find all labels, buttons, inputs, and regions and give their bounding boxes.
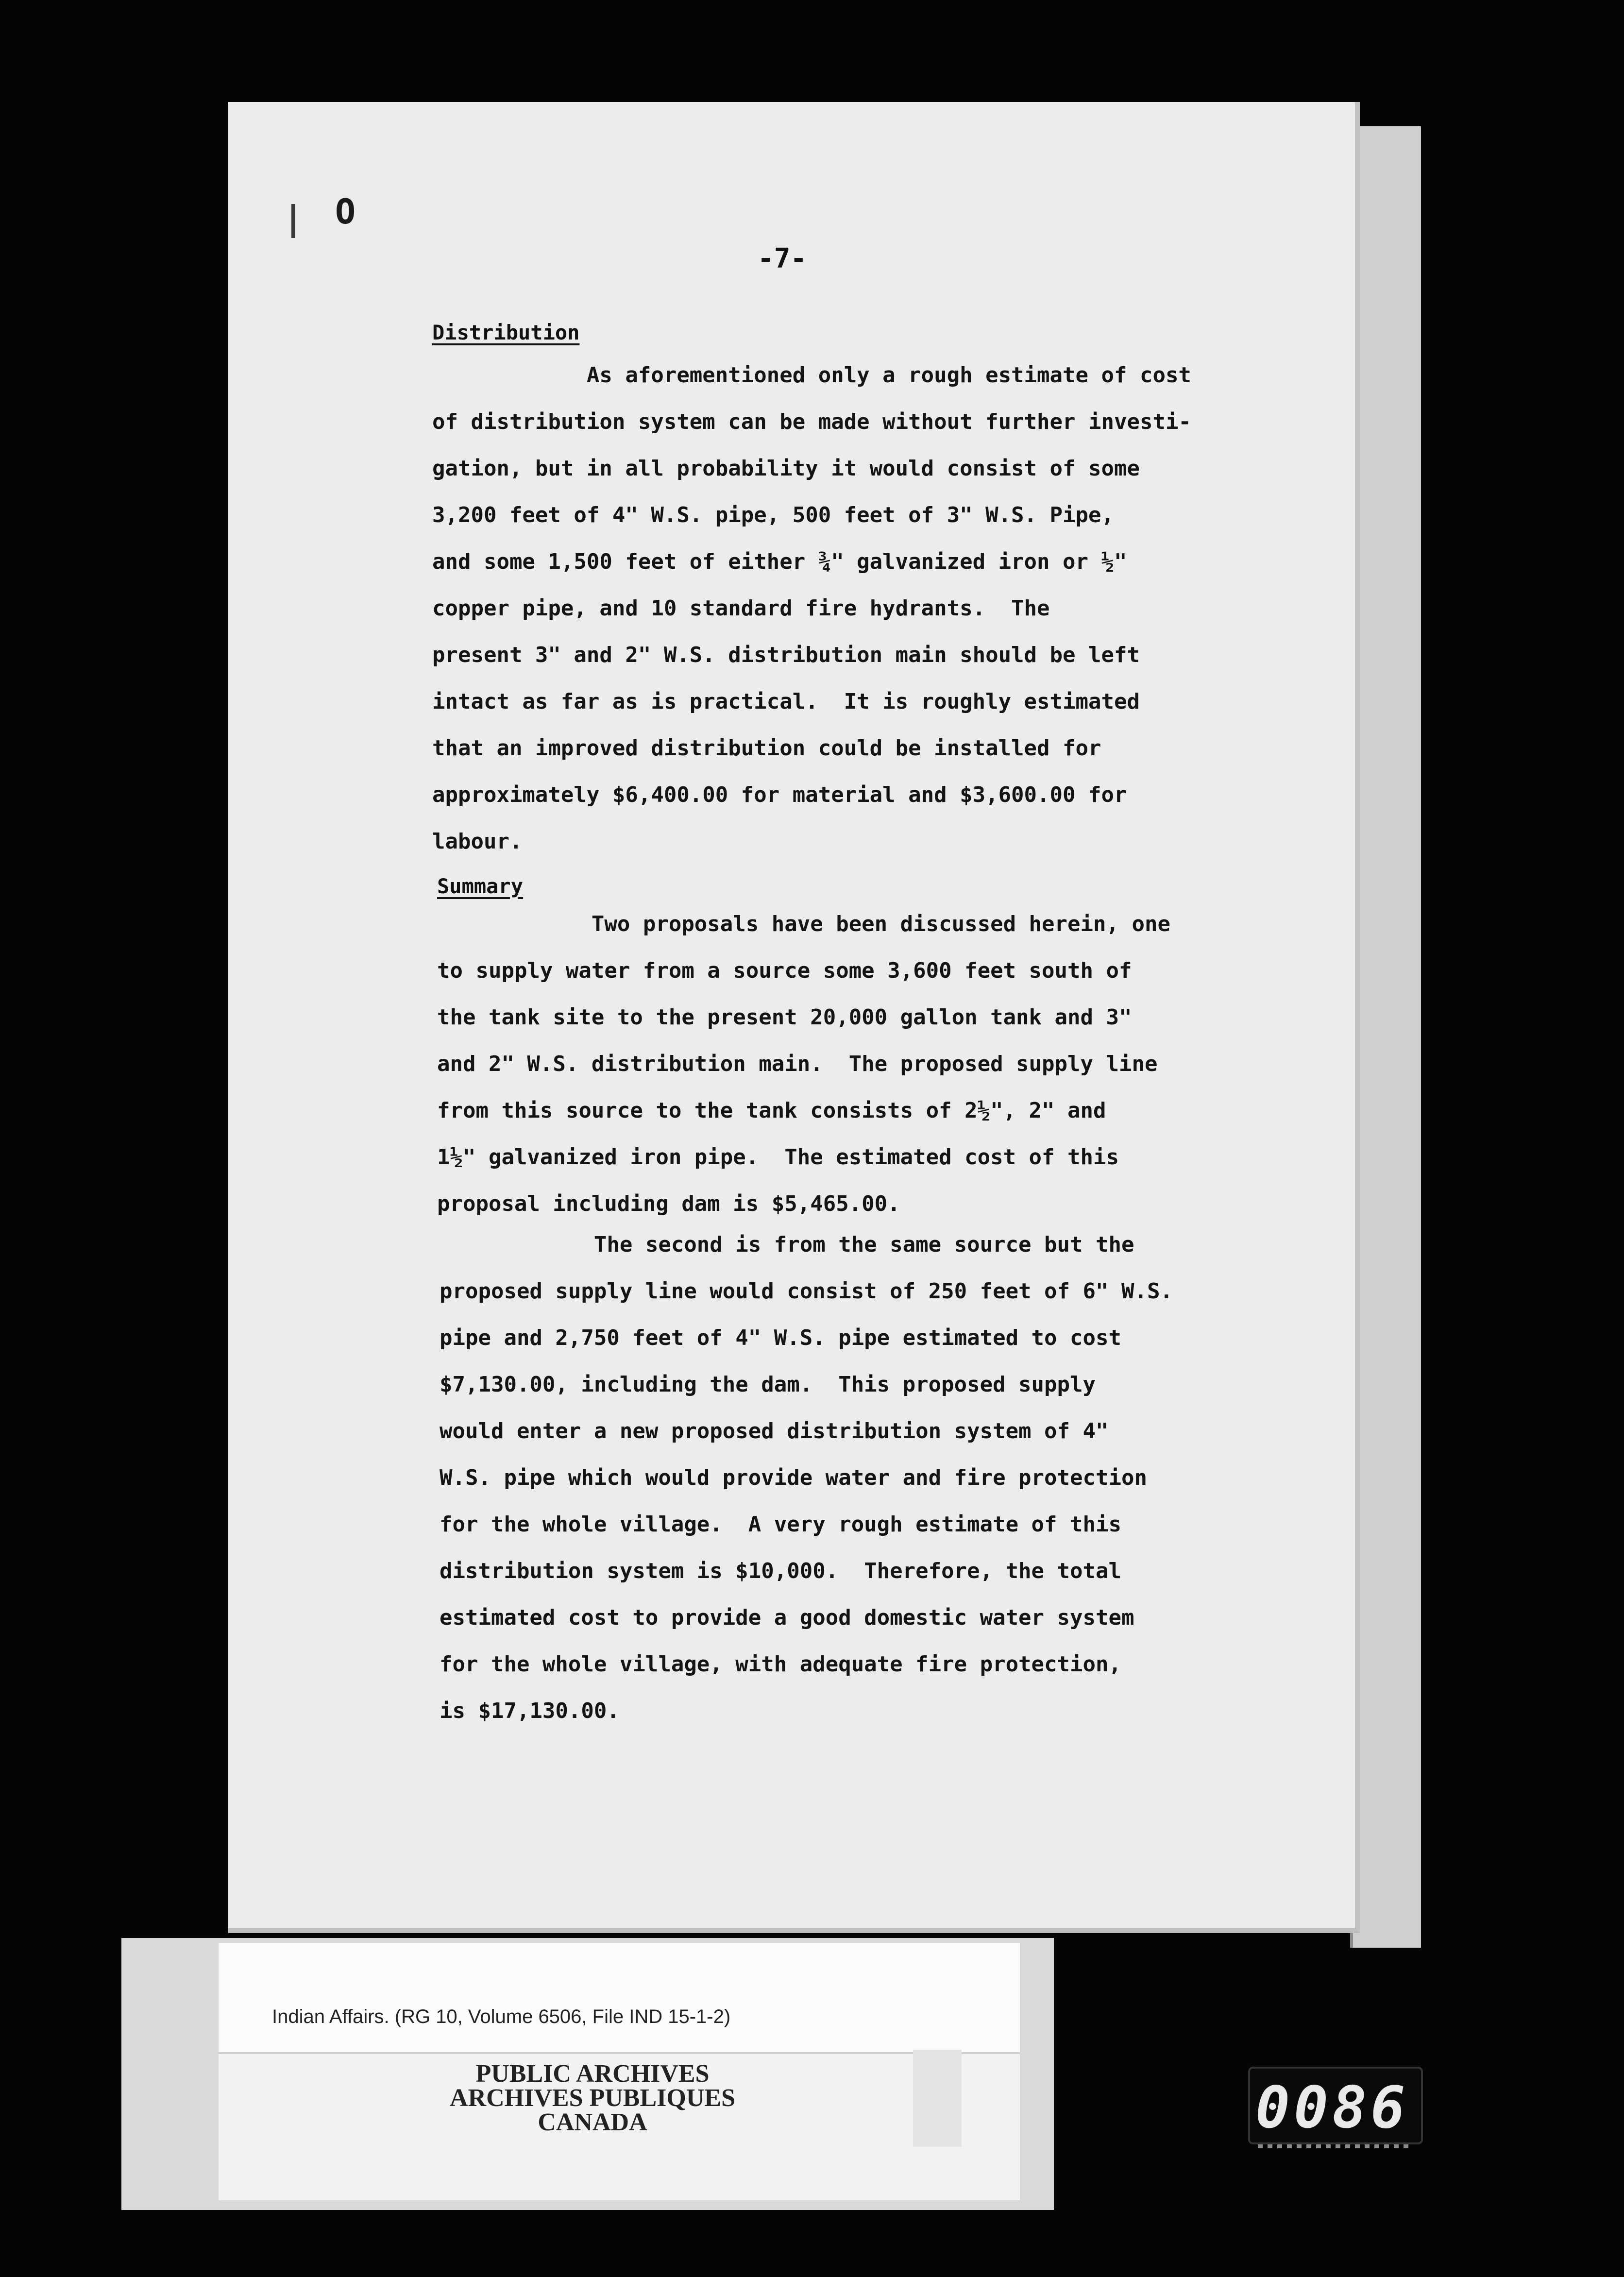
frame-counter-ticks [1258, 2144, 1413, 2148]
page-number: -7- [758, 243, 807, 274]
margin-stroke [291, 204, 295, 238]
archive-stamp [374, 2062, 811, 2135]
distribution-heading: Distribution [432, 321, 580, 344]
archive-label-tab [219, 1943, 1020, 2054]
stamp-line-3: CANADA [538, 2108, 647, 2136]
summary-paragraph-1: Two proposals have been discussed herein, one to supply water from a source some 3,600 feet south of the tank site to the present 20,000 gallon tank and 3" and 2" W.S. distribution main. The proposed supply line from this source to the tank consists of 2½", 2" and 1½" galvanized iron pipe. The estimated cost of this proposal including dam is $5,465.00. [437, 912, 1170, 1216]
margin-mark: O [335, 192, 356, 232]
archive-citation: Indian Affairs. (RG 10, Volume 6506, File IND 15-1-2) [272, 2006, 731, 2027]
summary-heading: Summary [437, 874, 524, 898]
stamp-line-2: ARCHIVES PUBLIQUES [449, 2084, 736, 2112]
archive-label-fold [913, 2050, 962, 2147]
summary-paragraph-2: The second is from the same source but the proposed supply line would consist of 250 feet of 6" W.S. pipe and 2,750 feet of 4" W.S. pipe estimated to cost $7,130.00, including the dam. This proposed supply would enter a new proposed distribution system of 4" W.S. pipe which would provide water and fire protection for the whole village. A very rough estimate of this distribution system is $10,000. Therefore, the total estimated cost to provide a good domestic water system for the whole village, with adequate fire protection, is $17,130.00. [440, 1232, 1173, 1723]
frame-counter: 0086 [1255, 2074, 1409, 2141]
distribution-paragraph: As aforementioned only a rough estimate of cost of distribution system can be made without further investi- gation, but in all probability it would consist of some 3,200 feet of 4" W.S. pipe, 500 feet of 3" W.S. Pipe, and some 1,500 feet of either ¾" galvanized iron or ½" copper pipe, and 10 standard fire hydrants. The present 3" and 2" W.S. distribution main should be left intact as far as is practical. It is roughly estimated that an improved distribution could be installed for approximately $6,400.00 for material and $3,600.00 for labour. [432, 363, 1191, 854]
underlying-page-edge [1350, 126, 1421, 1948]
stamp-line-1: PUBLIC ARCHIVES [475, 2060, 710, 2088]
